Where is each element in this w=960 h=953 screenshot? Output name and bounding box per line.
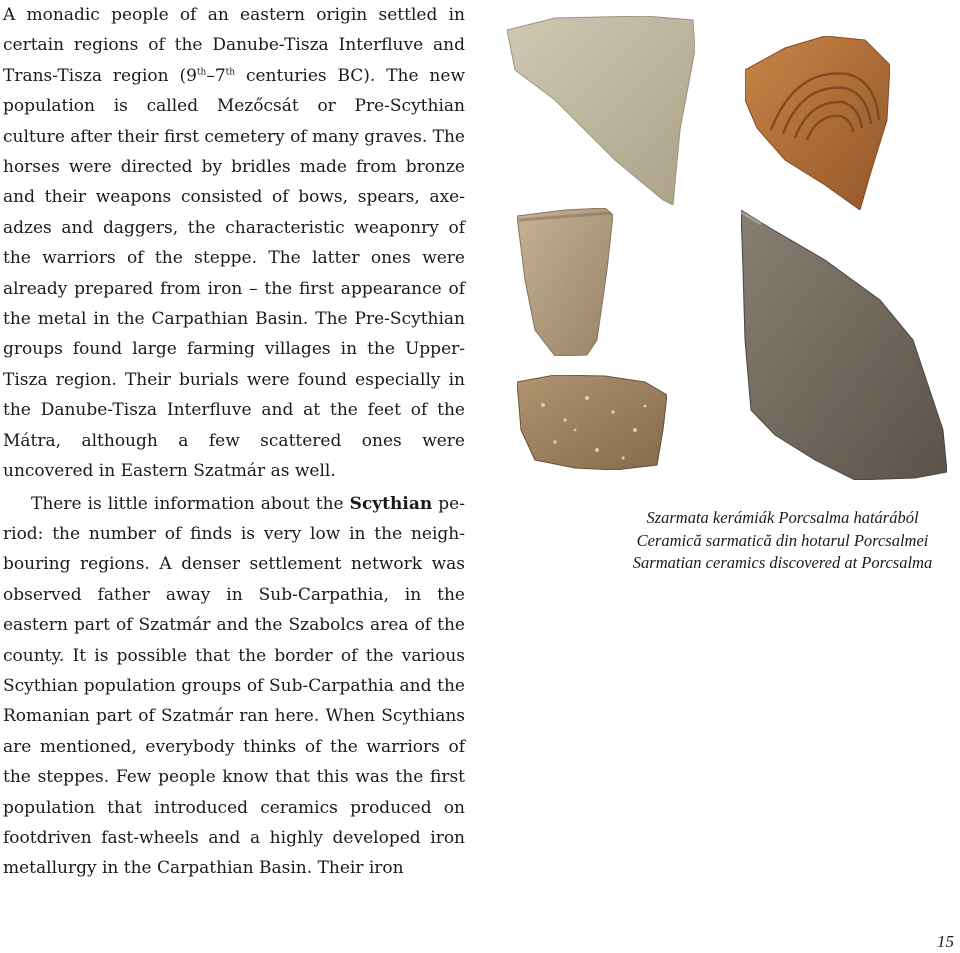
- p2-text-b: period: the number of finds is very low in the neighbouring regions. A denser settlement network was observed father away in Sub-Carpathia, in the eastern part of Szatmár and the Szabolcs area of the county. It is possible that the border of the various Scythian population groups of Sub-Carpathia and the Romanian part of Szatmár ran here. When Scythians are mentioned, everybody thinks of the warriors of the steppes. Few people know that this was the first population that introduced ceramics produced on footdriven fast-wheels and a highly developed iron metallurgy in the Carpathian Basin. Their iron: [3, 493, 465, 879]
- p1-text-b: –7: [206, 65, 226, 86]
- beige-shard: [507, 16, 695, 205]
- p2-bold-scythian: Scythian: [349, 493, 433, 514]
- paragraph-scythian: [3, 489, 465, 884]
- page-number: 15: [937, 932, 954, 951]
- photo-caption: [605, 507, 960, 575]
- ceramics-photo: [495, 10, 960, 480]
- paragraph-pre-scythian: [3, 0, 465, 487]
- p1-sup-2: th: [225, 67, 236, 78]
- gray-shard: [741, 210, 947, 480]
- caption-romanian: Ceramică sarmatică din hotarul Porcsalmei: [636, 530, 929, 550]
- speckled-shard: [517, 375, 667, 470]
- article-text-column: [3, 0, 465, 884]
- ceramic-shards-illustration: [495, 10, 960, 480]
- caption-hungarian: Szarmata kerámiák Porcsalma határából: [646, 508, 919, 527]
- caption-english: Sarmatian ceramics discovered at Porcsalma: [632, 553, 933, 572]
- p1-sup-1: th: [196, 67, 207, 78]
- tan-rim-shard: [517, 208, 613, 356]
- orange-decorated-shard: [745, 36, 890, 210]
- p1-text-a: A monadic people of an eastern origin settled in certain regions of the Danube-Tisza Interfluve and Trans-Tisza region (9: [3, 5, 465, 86]
- p2-text-a: There is little information about the: [31, 493, 350, 514]
- p1-text-c: centuries BC). The new population is called Mezőcsát or Pre-Scythian culture after their first cemetery of many graves. The horses were directed by bridles made from bronze and their weapons consisted of bows, spears, axe-adzes and daggers, the characteristic weaponry of the warriors of the steppe. The latter ones were already prepared from iron – the first appearance of the metal in the Carpathian Basin. The Pre-Scythian groups found large farming villages in the Upper-Tisza region. Their burials were found especially in the Danube-Tisza Interfluve and at the feet of the Mátra, although a few scattered ones were uncovered in Eastern Szatmár as well.: [3, 65, 465, 482]
